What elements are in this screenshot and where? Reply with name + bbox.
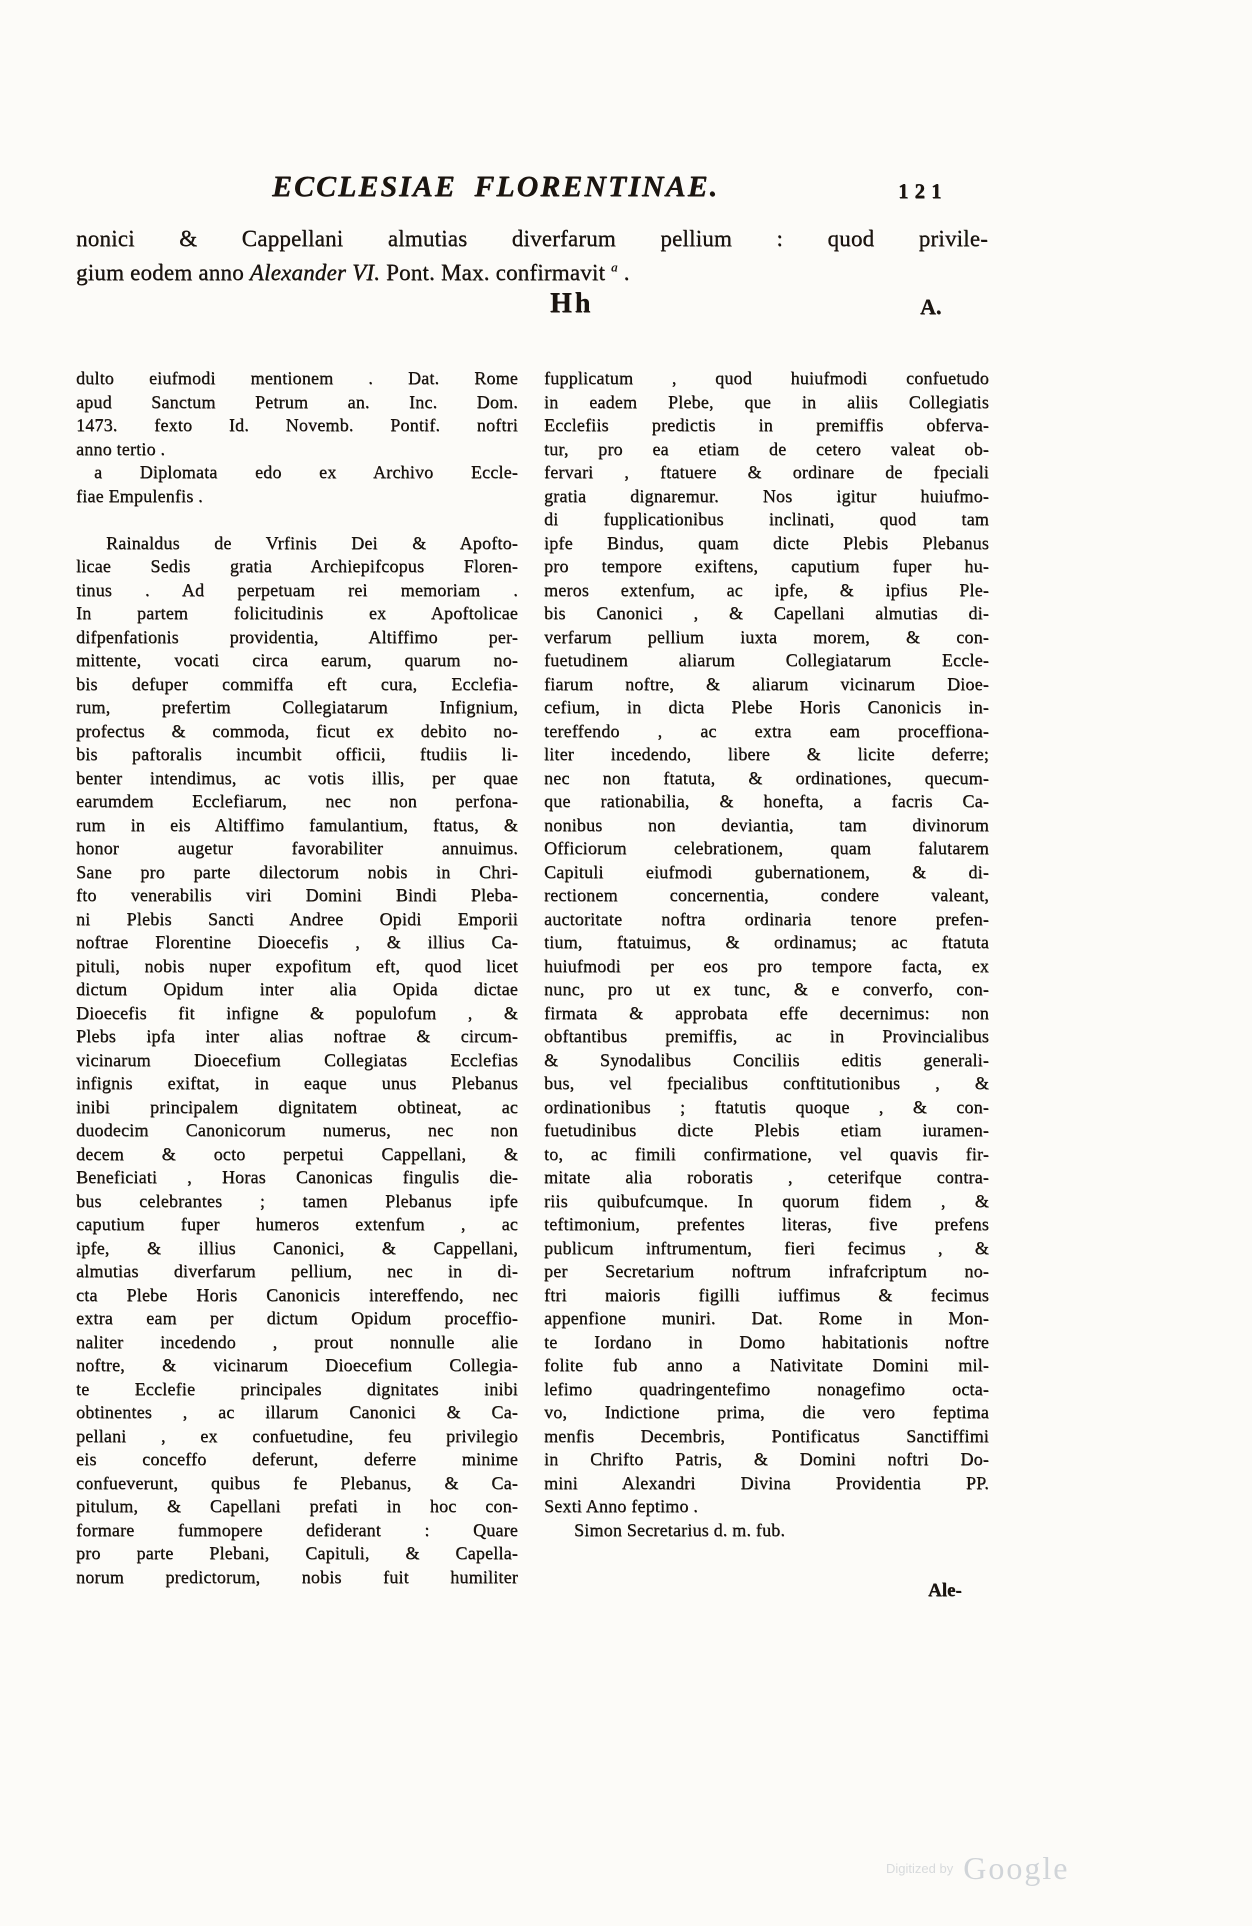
text-line: huiufmodi per eos pro tempore facta, ex: [544, 955, 989, 976]
text-line: meros extenfum, ac ipfe, & ipfius Ple-: [544, 579, 989, 600]
text-line: In partem folicitudinis ex Apoftolicae: [76, 603, 518, 623]
text-line: Ecclefiis predictis in premiffis obferva-: [544, 415, 989, 435]
text-line: almutias diverfarum pellium, nec in di-: [76, 1261, 518, 1281]
text-line: menfis Decembris, Pontificatus Sanctiffimi: [544, 1425, 989, 1446]
text-line: decem & octo perpetui Cappellani, &: [76, 1143, 518, 1164]
text-line: auctoritate noftra ordinaria tenore prefen-: [544, 908, 989, 929]
page-number: 121: [898, 179, 948, 203]
text-line: difpenfationis providentia, Altiffimo per-: [76, 626, 518, 647]
text-line: nunc, pro ut ex tunc, & e converfo, con-: [544, 979, 989, 999]
text-line: appenfione muniri. Dat. Rome in Mon-: [544, 1308, 989, 1328]
text-line: vo, Indictione prima, die vero feptima: [544, 1402, 989, 1422]
footnote-marker: a: [611, 258, 618, 274]
text-line: norum predictorum, nobis fuit humiliter: [76, 1566, 518, 1587]
text-line: Simon Secretarius d. m. fub.: [574, 1519, 786, 1540]
intro-line-2-pre: gium eodem anno: [76, 259, 250, 285]
text-line: fuetudinem aliarum Collegiatarum Eccle-: [544, 650, 989, 670]
signature-mark: Hh: [550, 288, 594, 319]
watermark: [886, 1850, 1069, 1887]
text-line: te Ecclefie principales dignitates inibi: [76, 1378, 518, 1399]
text-line: bus, vel fpecialibus conftitutionibus , &: [544, 1073, 989, 1093]
text-line: bus celebrantes ; tamen Plebanus ipfe: [76, 1190, 518, 1211]
text-line: fto venerabilis viri Domini Bindi Pleba-: [76, 885, 518, 905]
text-line: dulto eiufmodi mentionem . Dat. Rome: [76, 368, 518, 388]
right-column: [544, 368, 989, 1543]
text-line: fuetudinibus dicte Plebis etiam iuramen-: [544, 1120, 989, 1140]
gathering-mark: A.: [920, 294, 942, 319]
text-line: ni Plebis Sancti Andree Opidi Emporii: [76, 908, 518, 929]
text-line: formare fummopere defiderant : Quare: [76, 1519, 518, 1540]
text-line: benter intendimus, ac votis illis, per quae: [76, 767, 518, 788]
running-title: ECCLESIAE FLORENTINAE.: [272, 170, 720, 203]
text-line: tium, ftatuimus, & ordinamus; ac ftatuta: [544, 932, 989, 952]
text-line: mittente, vocati circa earum, quarum no-: [76, 650, 518, 670]
text-line: pellani , ex confuetudine, feu privilegio: [76, 1425, 518, 1446]
text-line: di fupplicationibus inclinati, quod tam: [544, 509, 989, 529]
left-column: [76, 368, 518, 1590]
text-line: cta Plebe Horis Canonicis intereffendo, nec: [76, 1284, 518, 1305]
text-line: in eadem Plebe, que in aliis Collegiatis: [544, 391, 989, 412]
text-line: pro parte Plebani, Capituli, & Capella-: [76, 1543, 518, 1563]
text-line: bis paftoralis incumbit officii, ftudiis li-: [76, 744, 518, 764]
text-line: eis conceffo deferunt, deferre minime: [76, 1449, 518, 1469]
text-line: nec non ftatuta, & ordinationes, quecum-: [544, 767, 989, 788]
text-line: mini Alexandri Divina Providentia PP.: [544, 1472, 989, 1493]
text-line: duodecim Canonicorum numerus, nec non: [76, 1120, 518, 1140]
text-line: gratia dignaremur. Nos igitur huiufmo-: [544, 485, 989, 506]
text-line: bis Canonici , & Capellani almutias di-: [544, 603, 989, 623]
text-line: profectus & commoda, ficut ex debito no-: [76, 720, 518, 741]
intro-line-2-post: Pont. Max. confirmavit: [380, 259, 612, 285]
text-line: rum in eis Altiffimo famulantium, ftatus, &: [76, 814, 518, 835]
intro-paragraph: [76, 222, 988, 289]
text-line: pituli, nobis nuper expofitum eft, quod licet: [76, 955, 518, 976]
text-line: Plebs ipfa inter alias noftrae & circum-: [76, 1026, 518, 1046]
text-line: ordinationibus ; ftatutis quoque , & con-: [544, 1096, 989, 1117]
text-line: apud Sanctum Petrum an. Inc. Dom.: [76, 391, 518, 412]
text-line: a Diplomata edo ex Archivo Eccle-: [94, 462, 518, 482]
text-line: firmata & approbata effe decernimus: non: [544, 1002, 989, 1023]
text-line: per Secretarium noftrum infrafcriptum no-: [544, 1261, 989, 1281]
text-line: tur, pro ea etiam de cetero valeat ob-: [544, 438, 989, 459]
intro-line-2: [76, 256, 988, 290]
text-line: folite fub anno a Nativitate Domini mil-: [544, 1355, 989, 1375]
google-logo: Google: [963, 1850, 1070, 1886]
text-line: in Chrifto Patris, & Domini noftri Do-: [544, 1449, 989, 1469]
catchword: Ale-: [928, 1580, 962, 1601]
text-line: [76, 509, 518, 533]
text-line: riis quibufcumque. In quorum fidem , &: [544, 1190, 989, 1211]
text-line: verfarum pellium iuxta morem, & con-: [544, 626, 989, 647]
text-line: noftrae Florentine Dioecefis , & illius Ca-: [76, 932, 518, 952]
text-line: infignis exiftat, in eaque unus Plebanus: [76, 1073, 518, 1093]
text-line: Officiorum celebrationem, quam falutarem: [544, 838, 989, 858]
text-line: to, ac fimili confirmatione, vel quavis fir-: [544, 1143, 989, 1164]
text-line: anno tertio .: [76, 438, 166, 459]
text-line: confueverunt, quibus fe Plebanus, & Ca-: [76, 1472, 518, 1493]
text-line: Sane pro parte dilectorum nobis in Chri-: [76, 861, 518, 882]
text-line: noftre, & vicinarum Dioecefium Collegia-: [76, 1355, 518, 1375]
text-line: rum, prefertim Collegiatarum Infignium,: [76, 697, 518, 717]
text-line: te Iordano in Domo habitationis noftre: [544, 1331, 989, 1352]
text-line: nonibus non deviantia, tam divinorum: [544, 814, 989, 835]
text-line: bis defuper commiffa eft cura, Ecclefia-: [76, 673, 518, 694]
intro-line-2-end: .: [617, 259, 630, 285]
text-line: fervari , ftatuere & ordinare de fpeciali: [544, 462, 989, 482]
text-line: Sexti Anno feptimo .: [544, 1496, 698, 1516]
intro-line-2-italic: Alexander VI.: [249, 259, 381, 285]
text-line: tinus . Ad perpetuam rei memoriam .: [76, 579, 518, 600]
text-line: ftri maioris figilli iuffimus & fecimus: [544, 1284, 989, 1305]
text-line: Rainaldus de Vrfinis Dei & Apofto-: [106, 532, 518, 553]
text-line: mitate alia roboratis , ceterifque contra-: [544, 1167, 989, 1187]
text-line: earumdem Ecclefiarum, nec non perfona-: [76, 791, 518, 811]
text-line: honor augetur favorabiliter annuimus.: [76, 838, 518, 858]
text-line: fiarum noftre, & aliarum vicinarum Dioe-: [544, 673, 989, 694]
text-line: teftimonium, prefentes literas, five prefens: [544, 1214, 989, 1234]
text-line: que rationabilia, & honefta, a facris Ca-: [544, 791, 989, 811]
text-line: obftantibus premiffis, ac in Provincialibus: [544, 1026, 989, 1046]
text-line: 1473. fexto Id. Novemb. Pontif. noftri: [76, 415, 518, 435]
text-line: licae Sedis gratia Archiepifcopus Floren-: [76, 556, 518, 576]
text-line: vicinarum Dioecefium Collegiatas Ecclefias: [76, 1049, 518, 1070]
text-line: & Synodalibus Conciliis editis generali-: [544, 1049, 989, 1070]
text-line: obtinentes , ac illarum Canonici & Ca-: [76, 1402, 518, 1422]
intro-line-1: nonici & Cappellani almutias diverfarum pellium : quod privile-: [76, 226, 988, 251]
text-line: extra eam per dictum Opidum proceffio-: [76, 1308, 518, 1328]
text-line: liter incedendo, libere & licite deferre;: [544, 744, 989, 764]
text-line: naliter incedendo , prout nonnulle alie: [76, 1331, 518, 1352]
text-line: rectionem concernentia, condere valeant,: [544, 885, 989, 905]
text-line: tereffendo , ac extra eam proceffiona-: [544, 720, 989, 741]
text-line: publicum inftrumentum, fieri fecimus , &: [544, 1237, 989, 1258]
text-line: fupplicatum , quod huiufmodi confuetudo: [544, 368, 989, 388]
text-line: pitulum, & Capellani prefati in hoc con-: [76, 1496, 518, 1516]
text-line: Beneficiati , Horas Canonicas fingulis die-: [76, 1167, 518, 1187]
text-line: lefimo quadringentefimo nonagefimo octa-: [544, 1378, 989, 1399]
text-line: cefium, in dicta Plebe Horis Canonicis in-: [544, 697, 989, 717]
text-line: caputium fuper humeros extenfum , ac: [76, 1214, 518, 1234]
watermark-prefix: Digitized by: [886, 1861, 954, 1876]
text-line: dictum Opidum inter alia Opida dictae: [76, 979, 518, 999]
text-line: Dioecefis fit infigne & populofum , &: [76, 1002, 518, 1023]
text-line: pro tempore exiftens, caputium fuper hu-: [544, 556, 989, 576]
text-line: fiae Empulenfis .: [76, 485, 203, 506]
text-line: Capituli eiufmodi gubernationem, & di-: [544, 861, 989, 882]
text-line: ipfe, & illius Canonici, & Cappellani,: [76, 1237, 518, 1258]
text-line: ipfe Bindus, quam dicte Plebis Plebanus: [544, 532, 989, 553]
text-line: inibi principalem dignitatem obtineat, ac: [76, 1096, 518, 1117]
